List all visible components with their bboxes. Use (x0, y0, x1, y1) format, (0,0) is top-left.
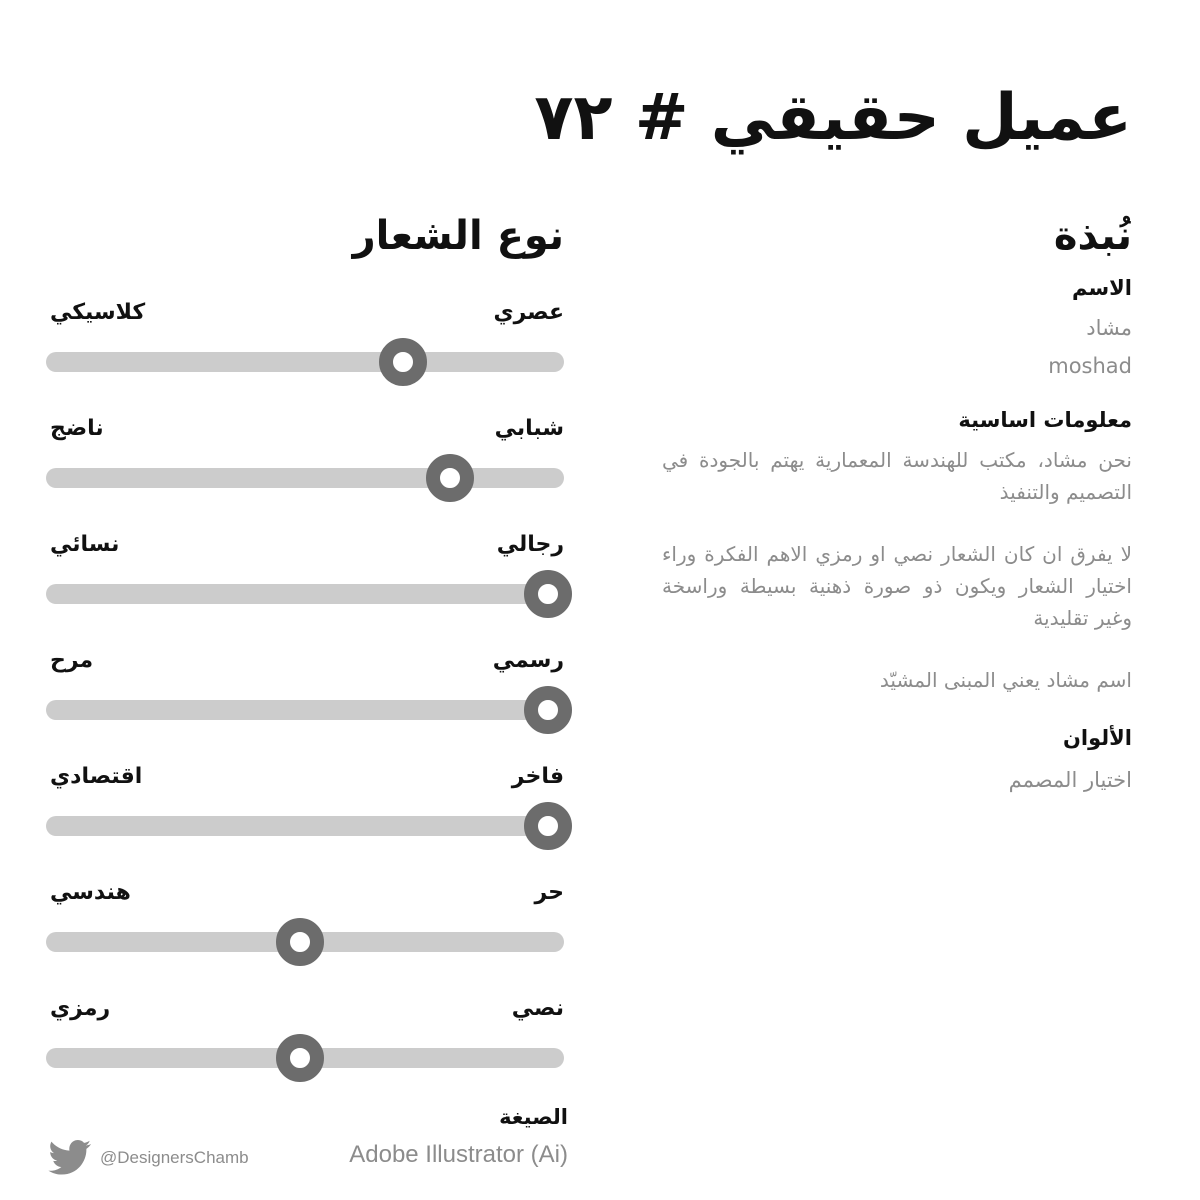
slider-knob[interactable] (276, 918, 324, 966)
format-label: الصيغة (499, 1105, 568, 1129)
logo-type-section (46, 210, 564, 1021)
name-label: الاسم (1072, 276, 1132, 300)
slider-left-label: هندسي (50, 880, 131, 905)
about-heading: نُبذة (1053, 213, 1132, 259)
info-paragraph: اسم مشاد يعني المبنى المشيّد (879, 668, 1132, 692)
colors-value: اختيار المصمم (1008, 768, 1132, 792)
slider-track[interactable] (46, 584, 564, 604)
slider-right-label: رجالي (496, 532, 564, 557)
slider-knob[interactable] (524, 802, 572, 850)
slider-knob[interactable] (524, 570, 572, 618)
slider-left-label: كلاسيكي (50, 300, 146, 325)
slider-row (46, 996, 564, 1096)
slider-row (46, 300, 564, 400)
info-paragraph: لا يفرق ان كان الشعار نصي او رمزي الاهم الفكرة وراء اختيار الشعار ويكون ذو صورة ذهنية بسيطة وراسخة وغير تقليدية (662, 542, 1132, 630)
slider-row (46, 532, 564, 632)
slider-row (46, 764, 564, 864)
slider-knob[interactable] (524, 686, 572, 734)
format-section (300, 1105, 568, 1169)
slider-left-label: اقتصادي (50, 764, 143, 789)
name-english: moshad (1048, 354, 1132, 378)
about-section (662, 210, 1132, 796)
page-title: عميل حقيقي # ٧٢ (534, 81, 1132, 155)
slider-track[interactable] (46, 468, 564, 488)
logo-type-heading: نوع الشعار (352, 213, 564, 259)
twitter-bird-icon (48, 1140, 92, 1176)
colors-label: الألوان (1062, 726, 1132, 750)
slider-left-label: مرح (50, 648, 94, 673)
slider-left-label: ناضج (50, 416, 104, 441)
slider-right-label: نصي (511, 996, 564, 1021)
info-paragraph: نحن مشاد، مكتب للهندسة المعمارية يهتم بالجودة في التصميم والتنفيذ (662, 448, 1132, 504)
format-value: Adobe Illustrator (Ai) (349, 1141, 568, 1168)
slider-track[interactable] (46, 700, 564, 720)
slider-knob[interactable] (276, 1034, 324, 1082)
slider-row (46, 648, 564, 748)
slider-row (46, 880, 564, 980)
slider-knob[interactable] (426, 454, 474, 502)
slider-right-label: عصري (493, 300, 564, 325)
slider-right-label: فاخر (511, 764, 564, 789)
slider-knob[interactable] (379, 338, 427, 386)
slider-track[interactable] (46, 352, 564, 372)
twitter-handle: @DesignersChamb (100, 1148, 249, 1167)
info-label: معلومات اساسية (958, 408, 1132, 432)
slider-left-label: نسائي (50, 532, 120, 557)
slider-row (46, 416, 564, 516)
slider-left-label: رمزي (50, 996, 111, 1021)
slider-right-label: رسمي (492, 648, 564, 673)
name-arabic: مشاد (1086, 316, 1132, 340)
footer (48, 1138, 249, 1178)
slider-right-label: شبابي (494, 416, 564, 441)
slider-track[interactable] (46, 816, 564, 836)
slider-right-label: حر (534, 880, 564, 905)
